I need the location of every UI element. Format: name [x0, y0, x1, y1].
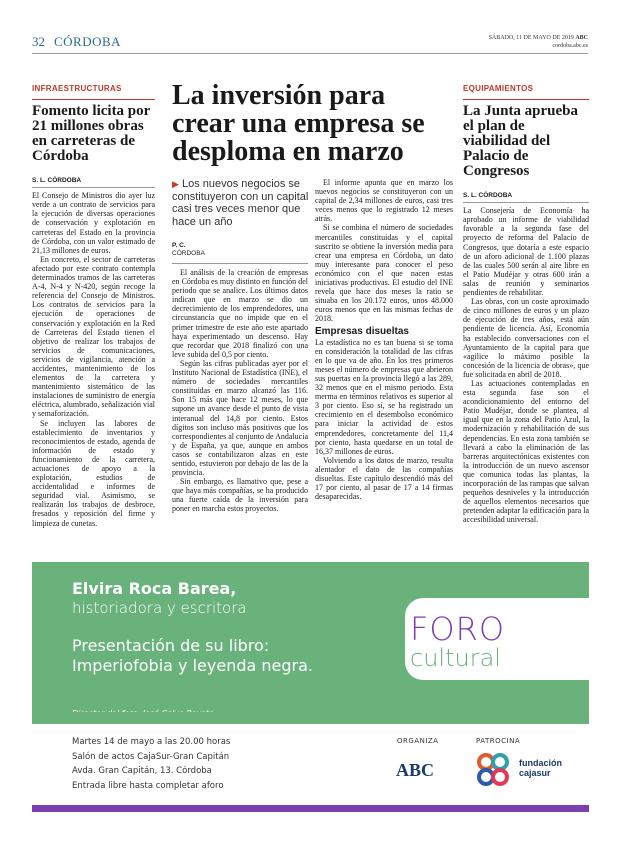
main-byline-name: P. C.	[172, 242, 186, 249]
left-paragraph: Se incluyen las labores de establecimiento de inventarios y reconocimientos de estado, agenda de información de estado y funcionamiento de la carretera, actuaciones de apoyo a la explotación, estudios de accidentalidad e informes de seguridad vial. Asimismo, se realizarán los trabajos de desbroce, fresados y reposición del firme y limpieza de cunetas.	[32, 418, 155, 528]
main-paragraph: Sin embargo, es llamativo que, pese a que haya más compañías, se ha producido una fuerte caída de la inversión para poner en marcha estos proyectos.	[172, 477, 308, 514]
right-kicker-rule	[463, 99, 589, 100]
ad-info-line: Salón de actos CajaSur-Gran Capitán	[72, 751, 230, 762]
foro-logo-word-2: cultural	[410, 644, 501, 672]
left-article	[32, 84, 155, 528]
right-paragraph: Las obras, con un coste aproximado de cinco millones de euros y un plazo de ejecución de tres años, está aún pendiente de licencia. Así, Economía ha establecido conversaciones con el Ayuntamiento de la capital para que «agilice lo máximo posible la concesión de la licencia de obras», que fue solicitada en abril de 2018.	[463, 297, 589, 379]
left-byline-rule	[32, 187, 155, 188]
main-paragraph: La estadística no es tan buena si se toma en consideración la totalidad de las cifras en lo que va de año. En los tres primeros meses el número de empresas que abrieron sus puertas en la provincia llegó a las 289, 32 menos que en el mismo periodo. Esta merma en términos relativos es superior al 3 por ciento. Eso sí, se ha registrado un crecimiento en el desembolso económico para iniciar la actividad de estos emprendedores, concretamente del 11,4 por ciento, hasta quedarse en un total de 16,37 millones de euros.	[315, 337, 453, 456]
ad-event-info	[72, 735, 230, 793]
fundacion-cajasur-name	[519, 758, 562, 778]
header-url: cordoba.abc.es	[552, 43, 588, 49]
main-subhead: Empresas disueltas	[315, 325, 409, 337]
subtitle-triangle-icon: ▶	[172, 179, 179, 189]
page-header	[32, 34, 588, 52]
ad-green-strip	[32, 712, 589, 724]
right-kicker: EQUIPAMIENTOS	[463, 84, 534, 93]
main-paragraph: Volviendo a los datos de marzo, resulta alentador el dato de las compañías disueltas. Este capítulo descendió más del 17 por ciento, al pasar de 17 a 14 firmas desaparecidas.	[315, 455, 453, 502]
main-subtitle	[172, 178, 310, 228]
main-paragraph: Si se combina el número de sociedades mercantiles constituidas y el capital suscrito se obtiene la inversión media para crear una empresa en Córdoba, un dato muy interesante para conocer el peso económico con el que nacen estas iniciativas productivas. El estudio del INE revela que hace dos meses la ratio se situaba en los 20.172 euros, unos 48.000 euros menos que en las mismas fechas de 2018.	[315, 223, 453, 324]
header-divider	[32, 53, 588, 54]
main-byline-place: CÓRDOBA	[172, 250, 205, 257]
fundacion-cajasur-logo-icon	[476, 752, 516, 788]
left-paragraph: En concreto, el sector de carreteras afectado por este contrato contempla determinados tramos de las carreteras A-4, N-4 y N-420, según recoge la referencia del Consejo de Ministros. Los contratos de servicios para la ejecución de operaciones de conservación y explotación en la Red de Carreteras del Estado tienen el objetivo de realizar los trabajos de servicios de comunicaciones, servicios de vigilancia, atención a accidentes, mantenimiento de los elementos de la carretera y mantenimiento sistemático de las instalaciones de suministro de energía eléctrica, alumbrado, señalización vial y semaforización.	[32, 254, 155, 419]
main-column-1	[172, 268, 308, 514]
main-column-2	[315, 178, 453, 501]
sponsor-line-2: cajasur	[519, 768, 551, 778]
right-headline: La Junta aprueba el plan de viabilidad del Palacio de Congresos	[463, 103, 579, 180]
main-byline-rule	[172, 263, 308, 264]
right-paragraph: La Consejería de Economía ha aprobado un informe de viabilidad favorable a la segunda fase del proyecto de reforma del Palacio de Congresos, que dotaría a este espacio de un aforo adicional de 1.100 plazas de las cuales 500 serán al aire libre en el Patio Mudéjar y otras 600 irán a salas de reunión y seminarios pendientes de rehabilitar.	[463, 206, 589, 298]
right-paragraph: Las actuaciones contempladas en esta segunda fase son el acondicionamiento del entorno del Patio Mudéjar, donde se plantea, al igual que en la zona del Patio Azul, la modernización y rehabilitación de sus dependencias. En esta zona también se llevará a cabo la eliminación de las barreras arquitectónicas existentes con la introducción de un nuevo ascensor que comunica todas las plantas, la incorporación de las rampas que salvan pequeños desniveles y la introducción de aquellos elementos necesarios que pretenden adaptar la edificación para la accesibilidad universal.	[463, 378, 589, 525]
left-headline: Fomento licita por 21 millones obras en carreteras de Córdoba	[32, 103, 151, 165]
ad-book-line-2: Imperiofobia y leyenda negra.	[72, 656, 313, 675]
left-kicker: INFRAESTRUCTURAS	[32, 84, 122, 93]
main-paragraph: El análisis de la creación de empresas en Córdoba es muy distinto en función del periodo que se analice. Los últimos datos indican que en marzo se dio un decrecimiento de los emprendedores, una circunstancia que no impide que en el primer trimestre de este año este apartado haya experimentado un descenso. Hay que recordar que 2018 finalizó con una leve subida del 0,5 por ciento.	[172, 268, 308, 359]
header-date: SÁBADO, 11 DE MAYO DE 2019	[488, 35, 574, 41]
ad-book-line-1: Presentación de su libro:	[72, 636, 270, 655]
section-name: CÓRDOBA	[54, 34, 122, 49]
main-paragraph: Según las cifras publicadas ayer por el Instituto Nacional de Estadística (INE), el número de sociedades mercantiles constituidas en marzo alcanzó las 116. Son 15 más que hace 12 meses, lo que supone un avance desde el punto de vista interanual del 14,8 por ciento. Estos dígitos son incluso más positivos que los correspondientes al conjunto de Andalucía y de España, ya que, aunque en ambos casos se contabilizaron alzas en este sentido, estuvieron por debajo de las de la provincia.	[172, 358, 308, 478]
ad-info-line: Avda. Gran Capitán, 13. Córdoba	[72, 766, 212, 776]
main-byline	[172, 242, 308, 258]
ad-info-line: Entrada libre hasta completar aforo	[72, 780, 224, 791]
left-byline: S. L. CÓRDOBA	[32, 177, 82, 185]
right-article	[463, 84, 589, 524]
left-paragraph: El Consejo de Ministros dio ayer luz verde a un contrato de servicios para la ejecución de diversas operaciones de conservación y explotación en carreteras del Estado en la provincia de Córdoba, con un valor estimado de 21,13 millones de euros.	[32, 191, 155, 255]
right-byline-rule	[463, 202, 589, 203]
ad-speaker-name: Elvira Roca Barea,	[72, 579, 237, 598]
left-kicker-rule	[32, 99, 155, 100]
main-subtitle-text: Los nuevos negocios se constituyeron con un capital casi tres veces menor que hace un año	[172, 178, 309, 228]
main-headline: La inversión para crear una empresa se desploma en marzo	[172, 80, 425, 167]
foro-cultural-ad	[32, 562, 589, 712]
right-byline: S. L. CÓRDOBA	[463, 192, 513, 200]
header-dateline	[489, 34, 588, 50]
ad-purple-bar	[32, 805, 589, 812]
main-paragraph: El informe apunta que en marzo los nuevos negocios se constituyeron con un capital de 2,34 millones de euros, casi tres veces menos que lo registrado 12 meses atrás.	[315, 178, 453, 224]
page-number: 32	[32, 34, 45, 49]
foro-logo-word-1: FORO	[410, 610, 506, 648]
ad-info-line: Martes 14 de mayo a las 20.00 horas	[72, 737, 231, 747]
header-brand: ABC	[575, 35, 588, 41]
abc-logo: ABC	[396, 760, 435, 780]
organiza-label: ORGANIZA	[397, 737, 439, 745]
ad-speaker-role: historiadora y escritora	[72, 599, 247, 617]
sponsor-line-1: fundación	[519, 758, 562, 768]
patrocina-label: PATROCINA	[476, 737, 521, 745]
